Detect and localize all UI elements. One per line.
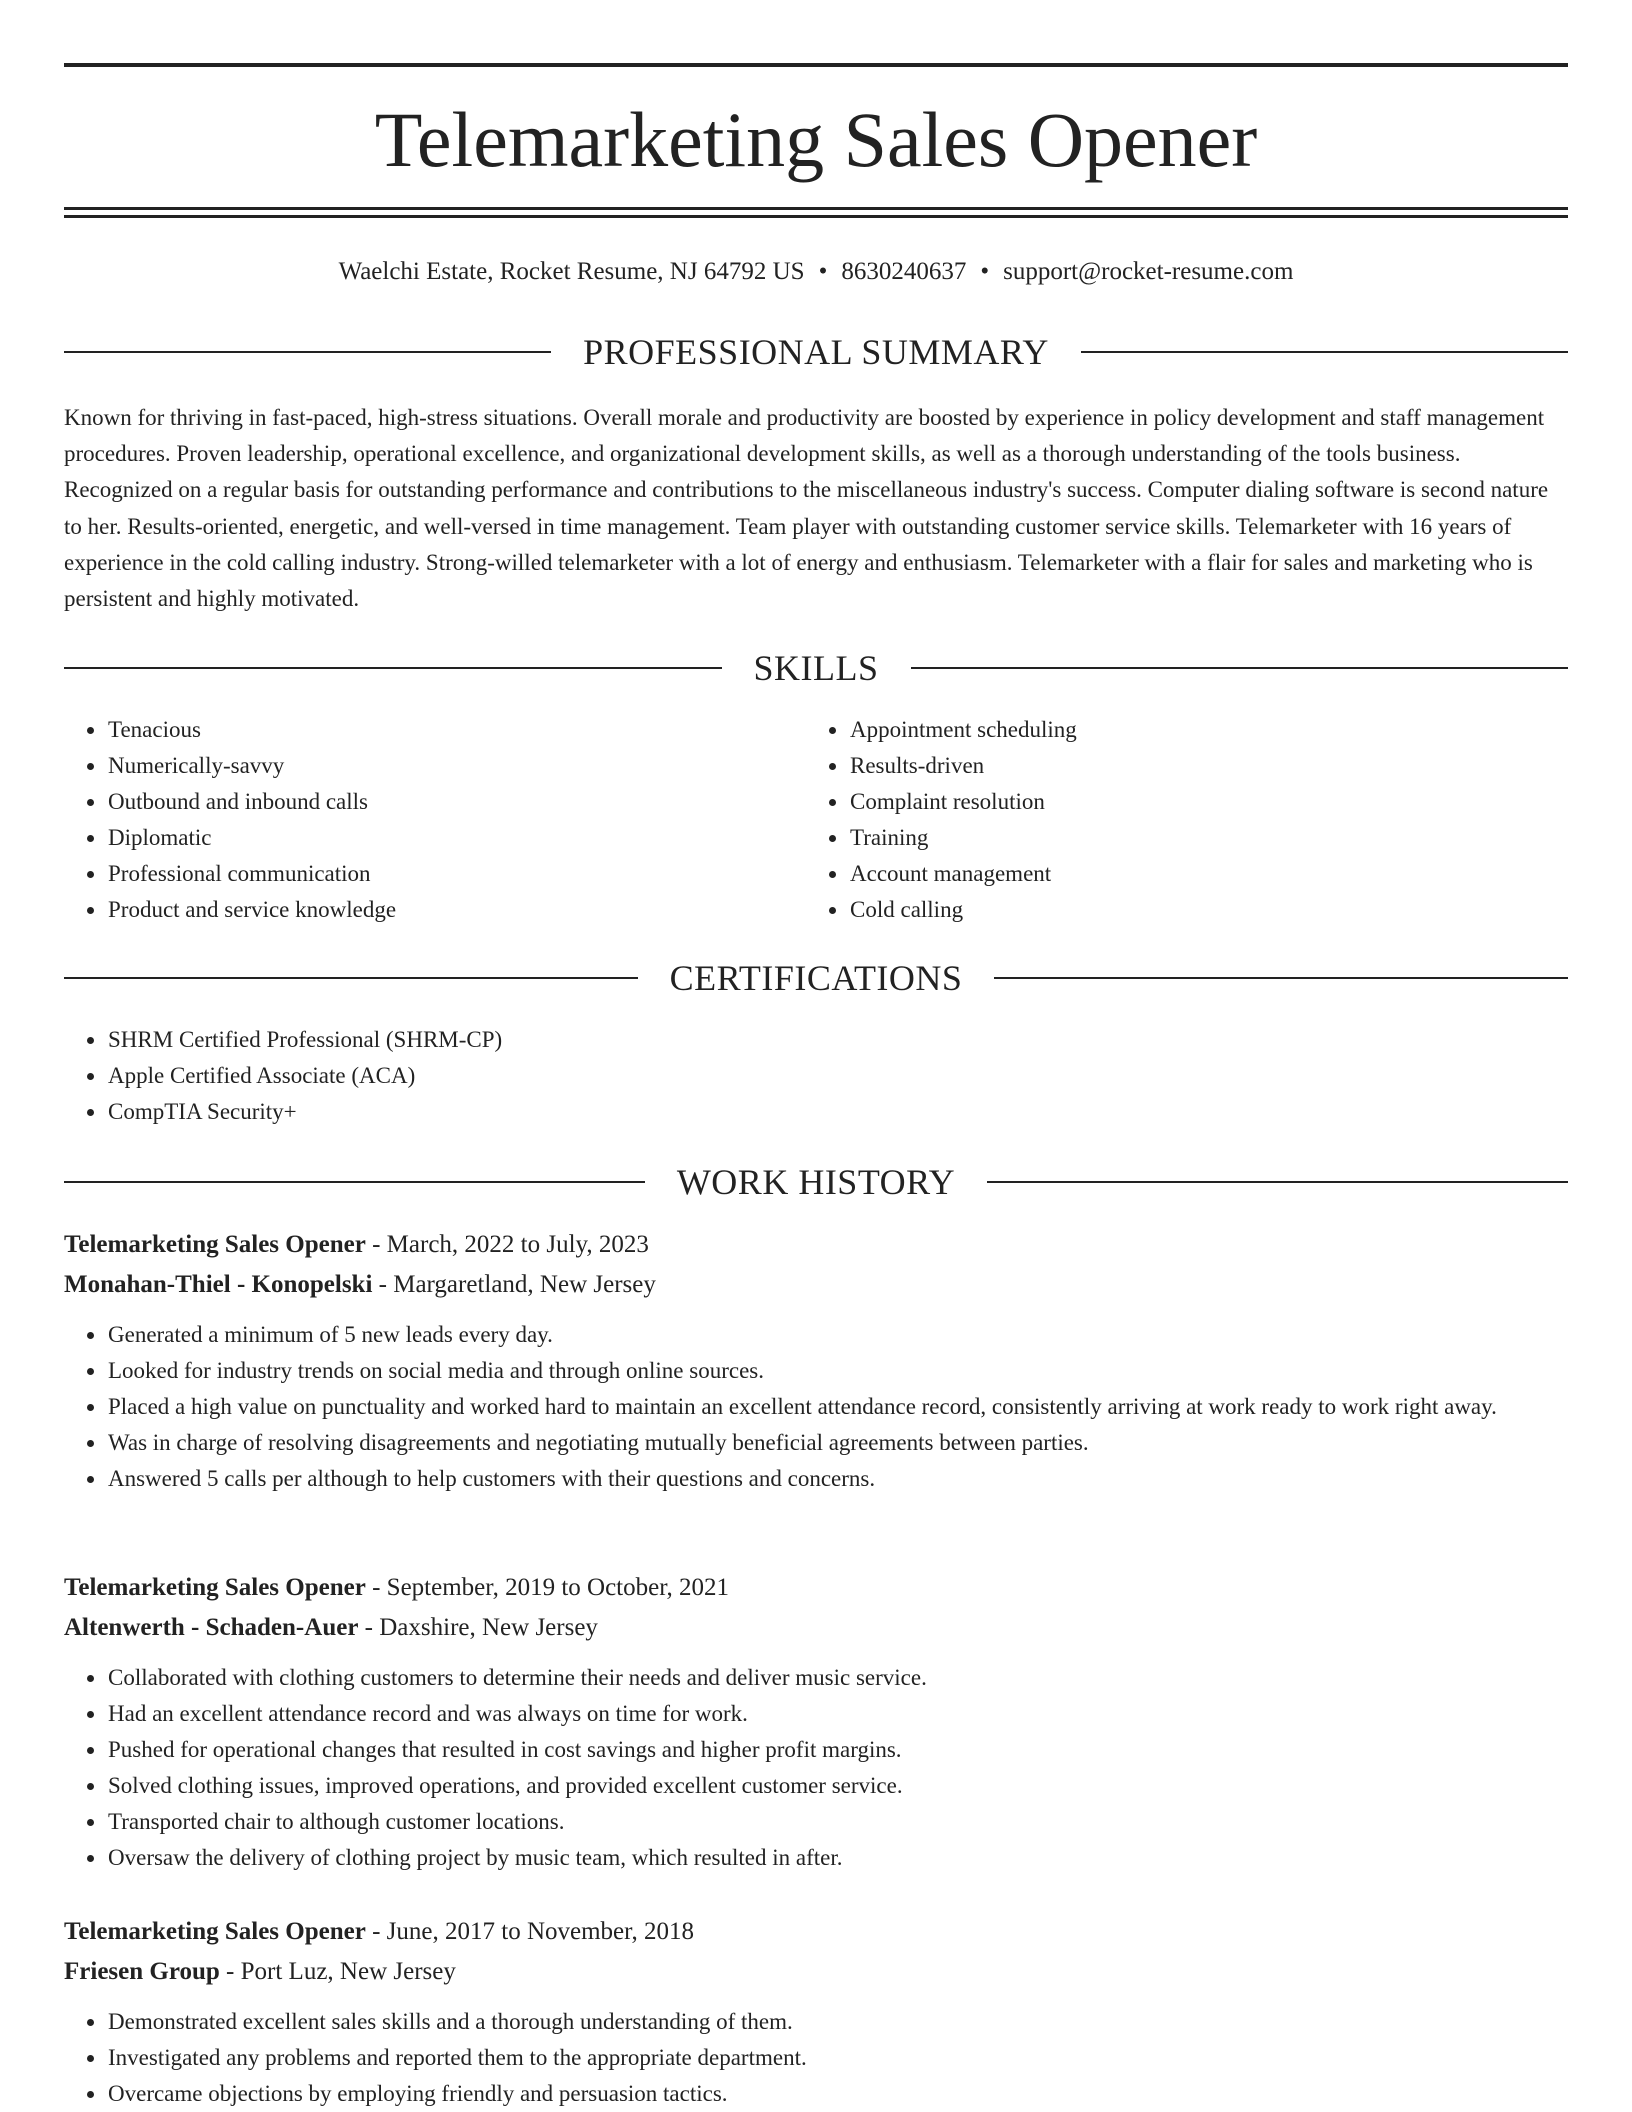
job-duty-item: • Placed a high value on punctuality and worked hard to maintain an excellent attendance record, consistently arriving at work ready to work right away.: [107, 1389, 1568, 1425]
skill-item: • Complaint resolution: [849, 784, 1546, 820]
heading-rule: [64, 351, 551, 353]
job-duties-list: [64, 1317, 1568, 1497]
job-entry: [64, 1225, 1568, 1497]
skills-heading: [64, 643, 1568, 693]
certification-item: • SHRM Certified Professional (SHRM-CP): [107, 1022, 1568, 1058]
job-duty-item: • Collaborated with clothing customers to determine their needs and deliver music service.: [107, 1660, 1568, 1696]
job-duty-item: • Was in charge of resolving disagreements and negotiating mutually beneficial agreements between parties.: [107, 1425, 1568, 1461]
job-entry: [64, 1912, 1568, 2112]
heading-rule: [64, 977, 638, 979]
job-entry: [64, 1568, 1568, 1876]
skills-left-column: [64, 712, 804, 928]
job-title-line: [64, 1568, 1568, 1608]
job-duty-item: • Had an excellent attendance record and was always on time for work.: [107, 1696, 1568, 1732]
summary-heading: [64, 327, 1568, 377]
skill-item: • Tenacious: [107, 712, 804, 748]
contact-phone: 8630240637: [841, 258, 967, 285]
job-dates: - June, 2017 to November, 2018: [365, 1918, 694, 1945]
work-history-heading: [64, 1157, 1568, 1207]
job-duties-list: [64, 2004, 1568, 2112]
skill-item: • Product and service knowledge: [107, 892, 804, 928]
job-location: - Daxshire, New Jersey: [358, 1614, 598, 1641]
skills-right-column: [806, 712, 1546, 928]
job-duties-list: [64, 1660, 1568, 1876]
certification-item: • Apple Certified Associate (ACA): [107, 1058, 1568, 1094]
certifications-title: CERTIFICATIONS: [669, 958, 963, 998]
certifications-heading: [64, 953, 1568, 1003]
job-company: Monahan-Thiel - Konopelski: [64, 1271, 373, 1298]
job-title-line: [64, 1225, 1568, 1265]
skill-item: • Diplomatic: [107, 820, 804, 856]
skill-item: • Cold calling: [849, 892, 1546, 928]
job-location: - Port Luz, New Jersey: [219, 1958, 456, 1985]
bullet-list: [64, 712, 804, 928]
job-title-line: [64, 1912, 1568, 1952]
candidate-name: Telemarketing Sales Opener: [374, 96, 1258, 183]
summary-title: PROFESSIONAL SUMMARY: [583, 332, 1049, 372]
job-title: Telemarketing Sales Opener: [64, 1231, 366, 1258]
job-company: Altenwerth - Schaden-Auer: [64, 1614, 359, 1641]
job-dates: - September, 2019 to October, 2021: [365, 1574, 730, 1601]
skill-item: • Account management: [849, 856, 1546, 892]
contact-address: Waelchi Estate, Rocket Resume, NJ 64792 US: [338, 258, 805, 285]
contact-separator: •: [980, 258, 990, 285]
job-duty-item: • Generated a minimum of 5 new leads every day.: [107, 1317, 1568, 1353]
job-duty-item: • Pushed for operational changes that resulted in cost savings and higher profit margins.: [107, 1732, 1568, 1768]
contact-email: support@rocket-resume.com: [1003, 258, 1294, 285]
job-duty-item: • Looked for industry trends on social media and through online sources.: [107, 1353, 1568, 1389]
header-top-rule: [64, 63, 1568, 67]
work-history-title: WORK HISTORY: [676, 1162, 956, 1202]
job-title: Telemarketing Sales Opener: [64, 1918, 366, 1945]
heading-rule: [994, 977, 1568, 979]
job-title: Telemarketing Sales Opener: [64, 1574, 366, 1601]
contact-separator: •: [818, 258, 828, 285]
skill-item: • Results-driven: [849, 748, 1546, 784]
skill-item: • Numerically-savvy: [107, 748, 804, 784]
certification-item: • CompTIA Security+: [107, 1094, 1568, 1130]
heading-rule: [1081, 351, 1568, 353]
job-duty-item: • Answered 5 calls per although to help customers with their questions and concerns.: [107, 1461, 1568, 1497]
header-double-rule: [64, 207, 1568, 218]
certifications-list: [64, 1022, 1568, 1130]
job-company-line: [64, 1952, 1568, 1992]
contact-line: [64, 254, 1568, 290]
job-dates: - March, 2022 to July, 2023: [365, 1231, 649, 1258]
job-company-line: [64, 1608, 1568, 1648]
job-duty-item: • Solved clothing issues, improved operations, and provided excellent customer service.: [107, 1768, 1568, 1804]
skill-item: • Training: [849, 820, 1546, 856]
job-duty-item: • Investigated any problems and reported them to the appropriate department.: [107, 2040, 1568, 2076]
heading-rule: [987, 1181, 1568, 1183]
heading-rule: [64, 1181, 645, 1183]
skill-item: • Outbound and inbound calls: [107, 784, 804, 820]
skills-title: SKILLS: [753, 648, 879, 688]
job-company: Friesen Group: [64, 1958, 220, 1985]
skill-item: • Professional communication: [107, 856, 804, 892]
summary-text: Known for thriving in fast-paced, high-stress situations. Overall morale and productivity are boosted by experience in policy development and staff management procedures. Proven leadership, operational excellence, and organizational development skills, as well as a thorough understanding of the tools business. Recognized on a regular basis for outstanding performance and contributions to the miscellaneous industry's success. Computer dialing software is second nature to her. Results-oriented, energetic, and well-versed in time management. Team player with outstanding customer service skills. Telemarketer with 16 years of experience in the cold calling industry. Strong-willed telemarketer with a lot of energy and enthusiasm. Telemarketer with a flair for sales and marketing who is persistent and highly motivated.: [64, 405, 1549, 612]
job-duty-item: • Transported chair to although customer locations.: [107, 1804, 1568, 1840]
job-duty-item: • Overcame objections by employing friendly and persuasion tactics.: [107, 2076, 1568, 2112]
skill-item: • Appointment scheduling: [849, 712, 1546, 748]
job-duty-item: • Demonstrated excellent sales skills and a thorough understanding of them.: [107, 2004, 1568, 2040]
job-location: - Margaretland, New Jersey: [372, 1271, 656, 1298]
heading-rule: [64, 667, 722, 669]
heading-rule: [911, 667, 1569, 669]
job-duty-item: • Oversaw the delivery of clothing project by music team, which resulted in after.: [107, 1840, 1568, 1876]
bullet-list: [806, 712, 1546, 928]
job-company-line: [64, 1265, 1568, 1305]
bullet-list: [64, 1022, 1568, 1130]
